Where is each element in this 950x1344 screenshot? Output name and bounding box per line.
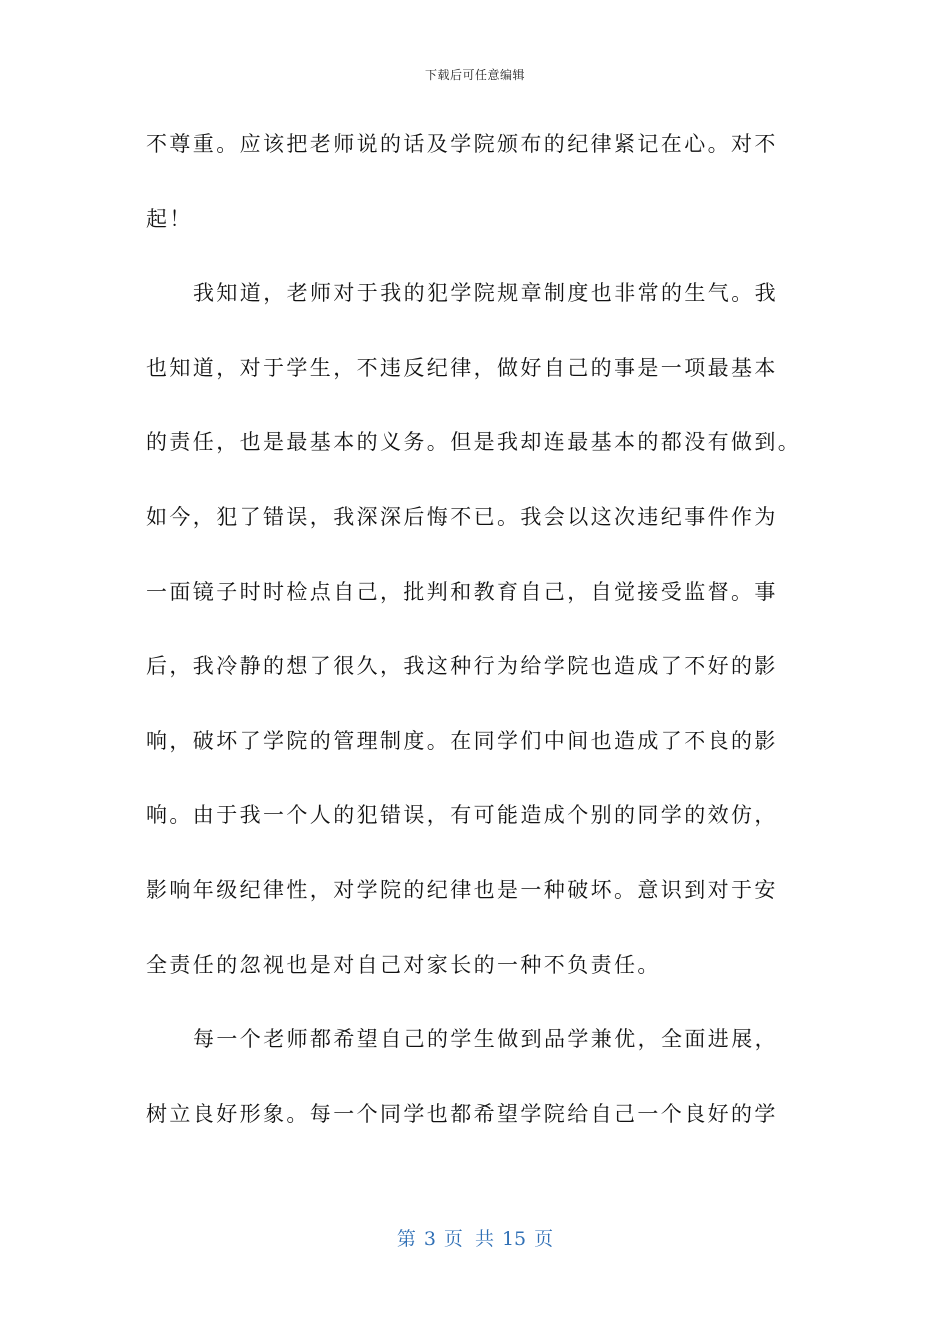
text-line: 不尊重。应该把老师说的话及学院颁布的纪律紧记在心。对不 (146, 132, 778, 156)
paragraph-start-line: 每一个老师都希望自己的学生做到品学兼优，全面进展， (193, 1027, 778, 1052)
page-footer (0, 1224, 950, 1251)
paragraph-start-line: 我知道，老师对于我的犯学院规章制度也非常的生气。我 (193, 281, 778, 306)
text-line: 如今，犯了错误，我深深后悔不已。我会以这次违纪事件作为 (146, 504, 778, 529)
text-line: 也知道，对于学生，不违反纪律，做好自己的事是一项最基本 (146, 355, 778, 380)
text-line: 后，我冷静的想了很久，我这种行为给学院也造成了不好的影 (146, 654, 778, 679)
current-page-number: 3 (423, 1228, 436, 1250)
footer-mid: 页 共 (443, 1228, 494, 1250)
text-line: 全责任的忽视也是对自己对家长的一种不负责任。 (146, 952, 661, 977)
text-line: 响。由于我一个人的犯错误，有可能造成个别的同学的效仿， (146, 803, 778, 828)
text-line: 响，破坏了学院的管理制度。在同学们中间也造成了不良的影 (146, 728, 778, 753)
total-page-number: 15 (501, 1228, 527, 1250)
page-header: 下载后可任意编辑 (424, 68, 525, 82)
document-body (146, 118, 802, 1162)
text-line: 一面镜子时时检点自己，批判和教育自己，自觉接受监督。事 (146, 579, 778, 604)
footer-prefix: 第 (396, 1228, 416, 1250)
text-line: 树立良好形象。每一个同学也都希望学院给自己一个良好的学 (146, 1101, 778, 1126)
text-line: 影响年级纪律性，对学院的纪律也是一种破坏。意识到对于安 (146, 877, 778, 902)
text-line: 的责任，也是最基本的义务。但是我却连最基本的都没有做到。 (146, 430, 802, 455)
text-line: 起！ (146, 206, 193, 231)
footer-suffix: 页 (534, 1228, 554, 1250)
